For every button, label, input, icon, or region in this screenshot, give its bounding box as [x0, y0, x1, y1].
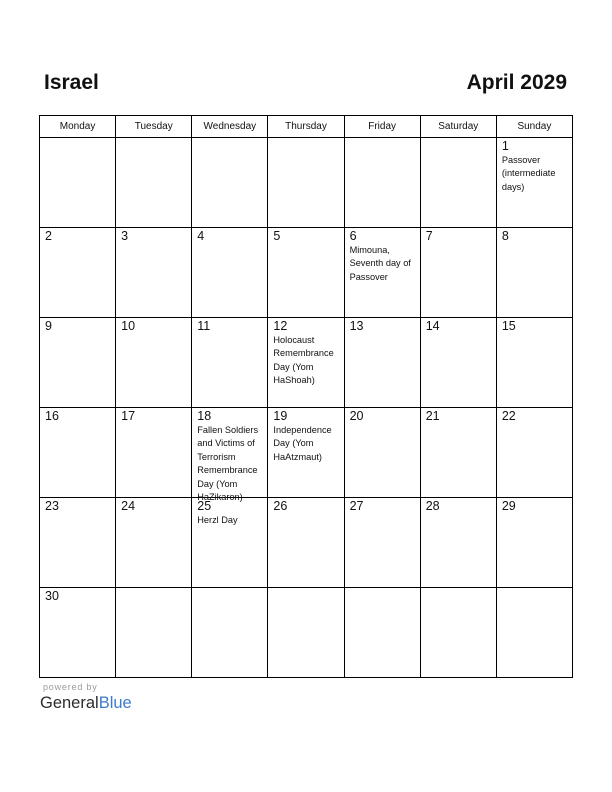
- day-number: 11: [197, 319, 211, 333]
- day-cell: [420, 318, 496, 408]
- day-cell: [40, 408, 116, 498]
- week-row: [40, 588, 573, 678]
- day-cell: [496, 228, 572, 318]
- day-cell: [268, 588, 344, 678]
- day-cell: [268, 138, 344, 228]
- holiday-event: Herzl Day: [197, 515, 238, 525]
- holiday-event: Holocaust Remembrance Day (Yom HaShoah): [273, 335, 334, 386]
- brand-blue-text: Blue: [98, 694, 132, 712]
- day-cell: [420, 588, 496, 678]
- week-row: [40, 138, 573, 228]
- day-cell: [268, 228, 344, 318]
- day-number: 17: [121, 409, 136, 423]
- weekday-thursday: Thursday: [268, 116, 344, 138]
- day-number: 18: [197, 409, 212, 423]
- day-cell: [420, 228, 496, 318]
- calendar-grid: [39, 115, 573, 678]
- day-cell: [344, 228, 420, 318]
- week-row: [40, 498, 573, 588]
- day-cell: [496, 498, 572, 588]
- day-cell: [420, 408, 496, 498]
- day-cell: [192, 138, 268, 228]
- day-number: 6: [349, 229, 357, 243]
- day-number: 14: [425, 319, 440, 333]
- day-cell: [192, 408, 268, 503]
- day-cell: [116, 588, 192, 678]
- weekday-wednesday: Wednesday: [192, 116, 268, 138]
- day-number: 8: [501, 229, 509, 243]
- day-number: 5: [273, 229, 281, 243]
- holiday-event: Independence Day (Yom HaAtzmaut): [273, 425, 332, 462]
- weekday-header-row: [40, 116, 573, 138]
- day-cell: [344, 498, 420, 588]
- holiday-event: Fallen Soldiers and Victims of Terrorism Remembrance Day (Yom HaZikaron): [197, 425, 259, 503]
- week-row: [40, 408, 573, 498]
- day-cell: [40, 498, 116, 588]
- day-number: 7: [425, 229, 433, 243]
- day-number: 21: [425, 409, 440, 423]
- day-cell: [192, 318, 268, 408]
- week-row: [40, 228, 573, 318]
- day-cell: [40, 318, 116, 408]
- day-number: 15: [501, 319, 516, 333]
- day-number: 29: [501, 499, 516, 513]
- day-cell: [268, 498, 344, 588]
- day-cell: [116, 138, 192, 228]
- generalblue-logo[interactable]: [40, 693, 132, 713]
- day-cell: [268, 408, 344, 498]
- day-number: 20: [349, 409, 364, 423]
- day-cell: [192, 498, 268, 588]
- day-number: 25: [197, 499, 212, 513]
- day-cell: [40, 138, 116, 228]
- day-cell: [40, 588, 116, 678]
- weekday-sunday: Sunday: [496, 116, 572, 138]
- day-cell: [420, 138, 496, 228]
- day-cell: [192, 228, 268, 318]
- day-number: 30: [45, 589, 59, 603]
- day-cell: [344, 408, 420, 498]
- day-cell: [420, 498, 496, 588]
- holiday-event: Passover (intermediate days): [501, 155, 556, 192]
- day-number: 27: [349, 499, 364, 513]
- powered-by-label: powered by: [43, 682, 98, 692]
- day-number: 23: [45, 499, 59, 513]
- brand-general-text: General: [40, 694, 99, 712]
- day-number: 1: [501, 139, 509, 153]
- holiday-event: Mimouna, Seventh day of Passover: [349, 245, 411, 282]
- week-row: [40, 318, 573, 408]
- month-year-title: April 2029: [466, 71, 567, 94]
- day-number: 22: [501, 409, 516, 423]
- weekday-monday: Monday: [40, 116, 116, 138]
- day-number: 28: [425, 499, 440, 513]
- day-cell: [40, 228, 116, 318]
- day-number: 13: [349, 319, 364, 333]
- day-cell: [116, 498, 192, 588]
- day-cell: [344, 318, 420, 408]
- day-number: 12: [273, 319, 288, 333]
- day-cell: [344, 588, 420, 678]
- country-title: Israel: [44, 71, 99, 94]
- day-cell: [192, 588, 268, 678]
- day-cell: [268, 318, 344, 408]
- day-number: 19: [273, 409, 288, 423]
- day-cell: [496, 318, 572, 408]
- day-number: 26: [273, 499, 288, 513]
- day-cell: [496, 138, 572, 228]
- weekday-tuesday: Tuesday: [116, 116, 192, 138]
- day-number: 10: [121, 319, 136, 333]
- day-number: 3: [121, 229, 129, 243]
- day-cell: [116, 228, 192, 318]
- weekday-friday: Friday: [344, 116, 420, 138]
- day-number: 24: [121, 499, 136, 513]
- day-cell: [344, 138, 420, 228]
- day-number: 9: [45, 319, 52, 333]
- day-number: 4: [197, 229, 205, 243]
- day-number: 2: [45, 229, 52, 243]
- weekday-saturday: Saturday: [420, 116, 496, 138]
- day-cell: [496, 588, 572, 678]
- day-cell: [116, 408, 192, 498]
- day-number: 16: [45, 409, 59, 423]
- day-cell: [496, 408, 572, 498]
- day-cell: [116, 318, 192, 408]
